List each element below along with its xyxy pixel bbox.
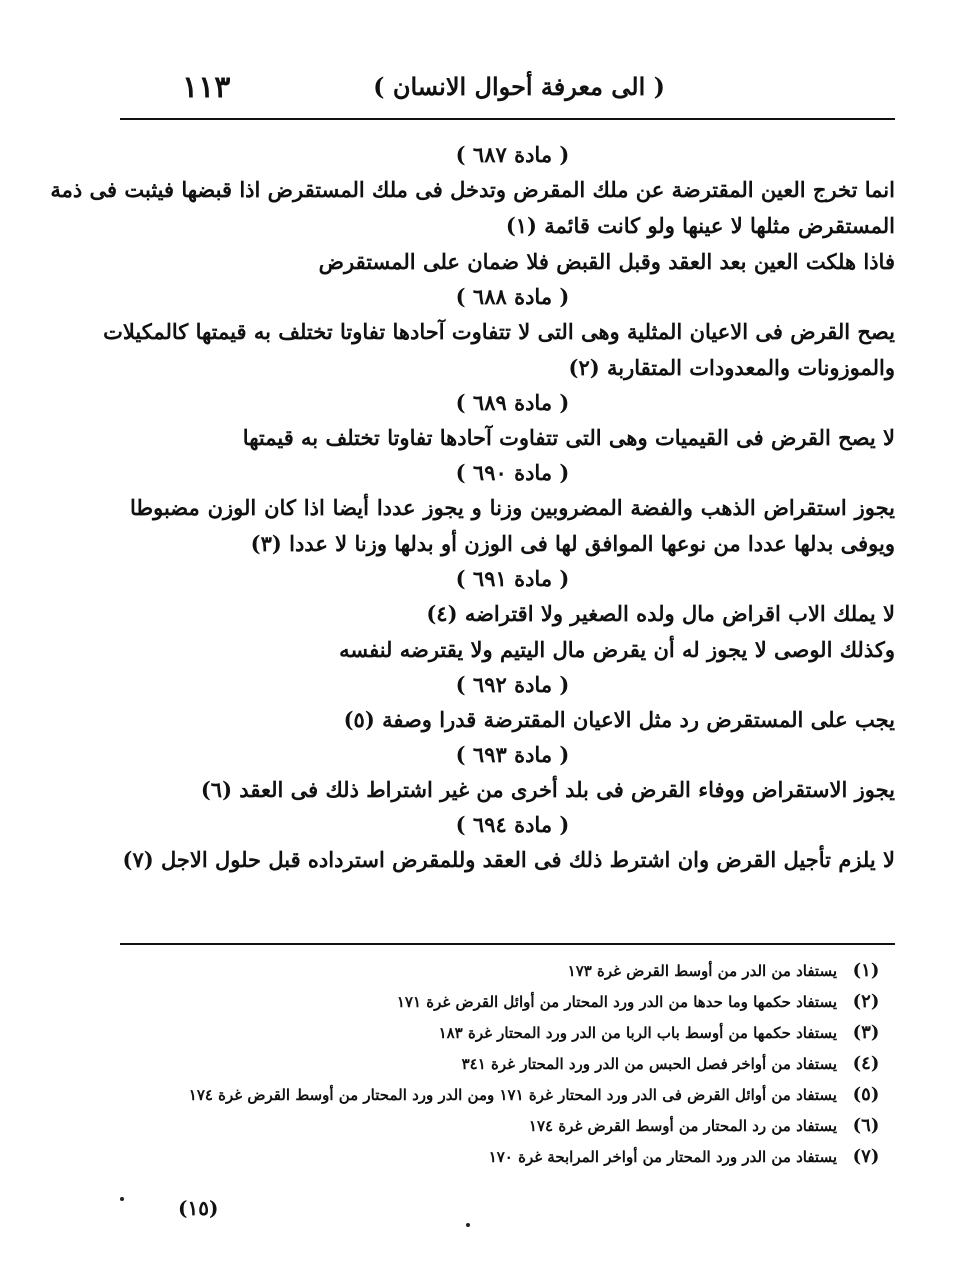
article-heading: ( مادة ٦٨٧ )	[455, 142, 570, 167]
footnote-item	[130, 1079, 895, 1110]
print-speck	[120, 1197, 124, 1201]
article-line: يجوز استقراض الذهب والفضة المضروبين وزنا و يجوز عددا أيضا اذا كان الوزن مضبوطا	[130, 495, 895, 520]
article-heading: ( مادة ٦٩٠ )	[455, 460, 570, 485]
footnote-number: (٥)	[852, 1084, 880, 1105]
article-heading: ( مادة ٦٩٣ )	[455, 742, 570, 767]
article-heading: ( مادة ٦٨٨ )	[455, 284, 570, 309]
article-line: انما تخرج العين المقترضة عن ملك المقرض وتدخل فى ملك المستقرض اذا قبضها فيثبت فى ذمة	[50, 177, 895, 202]
footnote-item	[130, 1017, 895, 1048]
article-687	[50, 138, 895, 280]
signature-number: (١٥)	[178, 1196, 219, 1220]
article-line: لا يملك الاب اقراض مال ولده الصغير ولا اقتراضه (٤)	[426, 601, 895, 626]
page-header	[120, 70, 895, 118]
article-heading: ( مادة ٦٩٢ )	[455, 672, 570, 697]
footnote-number: (٦)	[852, 1115, 880, 1136]
article-line: المستقرض مثلها لا عينها ولو كانت قائمة (١)	[505, 213, 895, 238]
footnote-separator	[120, 943, 895, 945]
header-title: ( الى معرفة أحوال الانسان )	[373, 72, 665, 101]
footnote-item	[130, 986, 895, 1017]
footnote-item	[130, 1048, 895, 1079]
footnote-text: يستفاد من أوائل القرض فى الدر ورد المحتار غرة ١٧١ ومن الدر ورد المحتار من أوسط القرض غرة ١٧٤	[188, 1085, 837, 1104]
footnote-number: (٤)	[852, 1053, 880, 1074]
article-heading: ( مادة ٦٨٩ )	[455, 390, 570, 415]
footnote-item	[130, 1110, 895, 1141]
footnote-number: (١)	[852, 960, 880, 981]
article-line: والموزونات والمعدودات المتقاربة (٢)	[568, 355, 895, 380]
page-number: ١١٣	[182, 70, 231, 105]
print-speck	[466, 1223, 470, 1227]
article-heading: ( مادة ٦٩٤ )	[455, 812, 570, 837]
footnote-number: (٢)	[852, 991, 880, 1012]
footnote-text: يستفاد حكمها وما حدها من الدر ورد المحتار من أوائل القرض غرة ١٧١	[396, 992, 837, 1011]
article-692	[130, 668, 895, 738]
footnote-item	[130, 955, 895, 986]
article-690	[130, 456, 895, 562]
header-rule	[120, 118, 895, 120]
footnote-number: (٧)	[852, 1146, 880, 1167]
article-691	[130, 562, 895, 668]
footnotes	[130, 955, 895, 1172]
footnote-text: يستفاد من الدر ورد المحتار من أواخر المرابحة غرة ١٧٠	[488, 1147, 837, 1166]
article-line: لا يصح القرض فى القيميات وهى التى تتفاوت آحادها تفاوتا تختلف به قيمتها	[242, 425, 895, 450]
article-line: لا يلزم تأجيل القرض وان اشترط ذلك فى العقد وللمقرض استرداده قبل حلول الاجل (٧)	[122, 847, 895, 872]
article-line: وكذلك الوصى لا يجوز له أن يقرض مال اليتيم ولا يقترضه لنفسه	[339, 637, 895, 662]
article-line: فاذا هلكت العين بعد العقد وقبل القبض فلا ضمان على المستقرض	[318, 249, 895, 274]
footnote-text: يستفاد من رد المحتار من أوسط القرض غرة ١٧٤	[528, 1116, 837, 1135]
footnote-text: يستفاد من أواخر فصل الحبس من الدر ورد المحتار غرة ٣٤١	[461, 1054, 837, 1073]
article-heading: ( مادة ٦٩١ )	[455, 566, 570, 591]
footnote-text: يستفاد حكمها من أوسط باب الربا من الدر ورد المحتار غرة ١٨٣	[438, 1023, 837, 1042]
articles-body	[50, 138, 895, 878]
article-line: يصح القرض فى الاعيان المثلية وهى التى لا تتفاوت آحادها تفاوتا تختلف به قيمتها كالمكيلات	[103, 319, 895, 344]
article-line: يجب على المستقرض رد مثل الاعيان المقترضة قدرا وصفة (٥)	[343, 707, 895, 732]
article-693	[130, 738, 895, 808]
footnote-text: يستفاد من الدر من أوسط القرض غرة ١٧٣	[567, 961, 837, 980]
article-line: ويوفى بدلها عددا من نوعها الموافق لها فى الوزن أو بدلها وزنا لا عددا (٣)	[250, 531, 895, 556]
article-694	[122, 808, 895, 878]
footnote-item	[130, 1141, 895, 1172]
footnote-number: (٣)	[852, 1022, 880, 1043]
article-689	[130, 386, 895, 456]
article-688	[103, 280, 895, 386]
article-line: يجوز الاستقراض ووفاء القرض فى بلد أخرى من غير اشتراط ذلك فى العقد (٦)	[200, 777, 895, 802]
